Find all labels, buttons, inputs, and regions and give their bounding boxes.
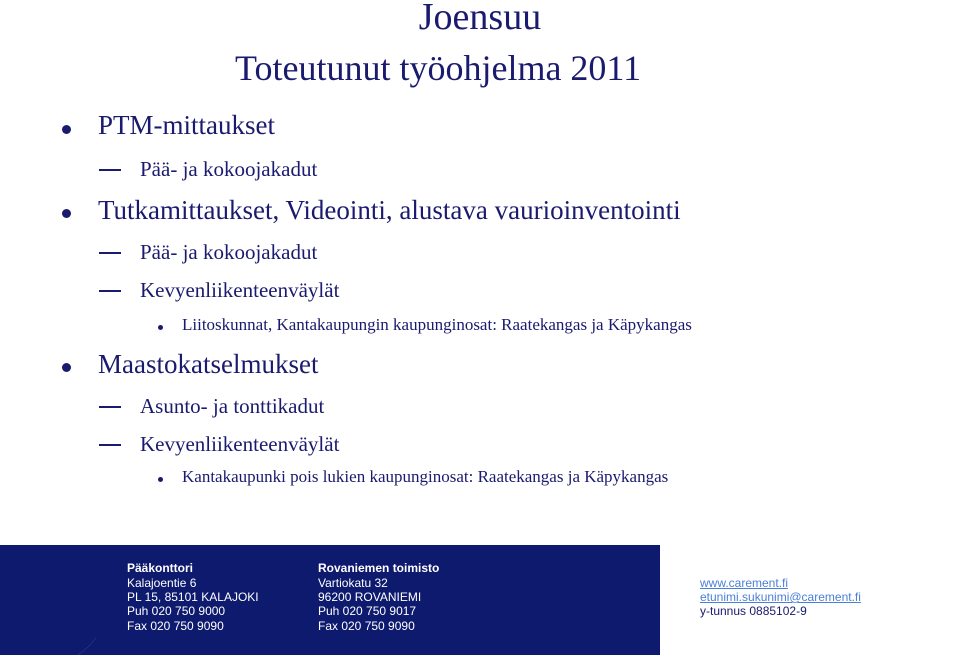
list-item: Liitoskunnat, Kantakaupungin kaupunginosat: Raatekangas ja Käpykangas	[182, 315, 692, 334]
list-item: Pää- ja kokoojakadut	[140, 240, 318, 264]
list-item: PTM-mittaukset	[98, 110, 275, 140]
email-link[interactable]: etunimi.sukunimi@carement.fi	[700, 590, 861, 604]
rovaniemi-office-address: Vartiokatu 32	[318, 576, 388, 590]
dash-icon	[99, 252, 121, 254]
list-item: Asunto- ja tonttikadut	[140, 394, 325, 418]
footer	[0, 545, 960, 655]
bullet-icon	[62, 209, 71, 218]
business-id: y-tunnus 0885102-9	[700, 604, 807, 618]
list-item: Maastokatselmukset	[98, 349, 319, 379]
list-item: Kevyenliikenteenväylät	[140, 278, 340, 302]
rovaniemi-office-phone: Puh 020 750 9017	[318, 604, 417, 618]
dash-icon	[99, 169, 121, 171]
dash-icon	[99, 290, 121, 292]
page-subtitle: Toteutunut työohjelma 2011	[235, 48, 642, 88]
rovaniemi-office-fax: Fax 020 750 9090	[318, 619, 415, 633]
rovaniemi-office-postal: 96200 ROVANIEMI	[318, 590, 422, 604]
list-item: Kevyenliikenteenväylät	[140, 432, 340, 456]
head-office-fax: Fax 020 750 9090	[127, 619, 224, 633]
list-item: Tutkamittaukset, Videointi, alustava vaurioinventointi	[98, 195, 681, 225]
list-item: Kantakaupunki pois lukien kaupunginosat: Raatekangas ja Käpykangas	[182, 467, 669, 486]
sub-bullet-icon	[158, 325, 163, 330]
head-office-phone: Puh 020 750 9000	[127, 604, 226, 618]
website-link[interactable]: www.carement.fi	[700, 576, 789, 590]
bullet-icon	[62, 363, 71, 372]
head-office-address: Kalajoentie 6	[127, 576, 197, 590]
bullet-icon	[62, 125, 71, 134]
dash-icon	[99, 406, 121, 408]
head-office-postal: PL 15, 85101 KALAJOKI	[127, 590, 259, 604]
rovaniemi-office-heading: Rovaniemen toimisto	[318, 561, 440, 575]
sub-bullet-icon	[158, 477, 163, 482]
dash-icon	[99, 444, 121, 446]
list-item: Pää- ja kokoojakadut	[140, 157, 318, 181]
page-title: Joensuu	[418, 0, 542, 38]
head-office-heading: Pääkonttori	[127, 561, 194, 575]
